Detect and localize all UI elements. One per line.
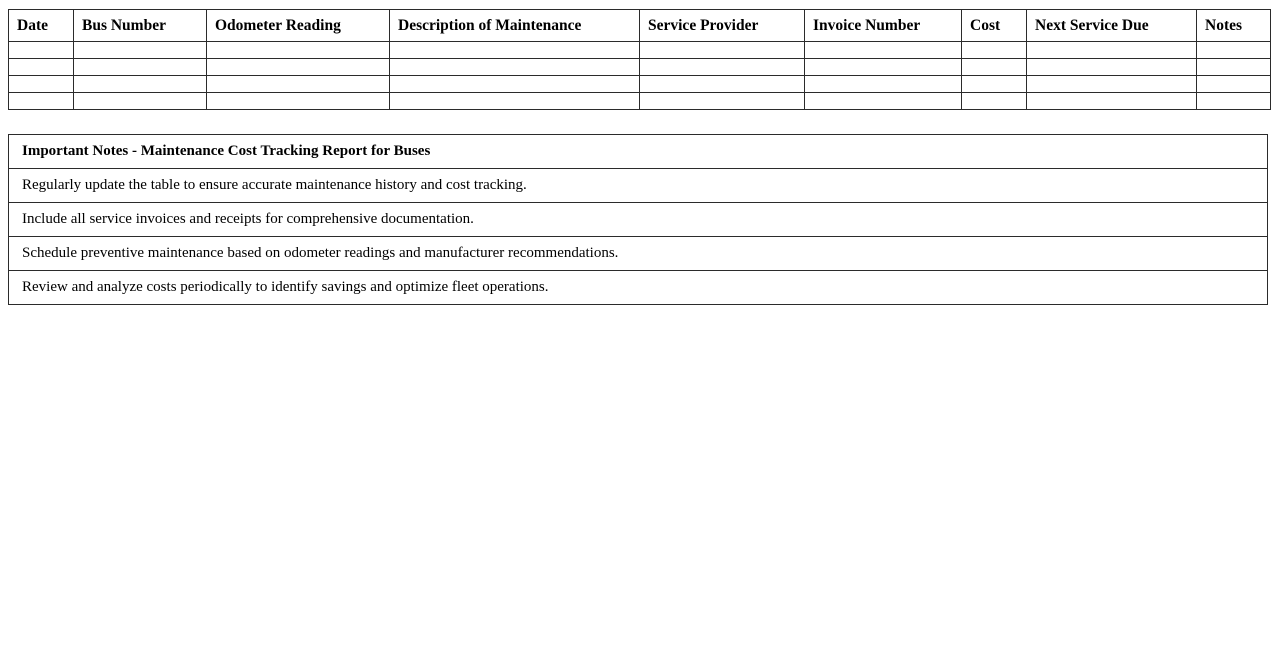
maintenance-log-table-header [9,10,1271,42]
cell-date[interactable] [9,59,74,76]
cell-date[interactable] [9,76,74,93]
cell-description-of-maintenance[interactable] [390,76,640,93]
cell-service-provider[interactable] [640,93,805,110]
cell-bus-number[interactable] [74,76,207,93]
column-header-bus-number: Bus Number [74,10,207,42]
cell-notes[interactable] [1197,93,1271,110]
cell-date[interactable] [9,93,74,110]
cell-bus-number[interactable] [74,42,207,59]
list-item [9,237,1268,271]
list-item [9,203,1268,237]
note-item-1: Regularly update the table to ensure accurate maintenance history and cost tracking. [9,169,1268,203]
cell-service-provider[interactable] [640,42,805,59]
table-row[interactable] [9,76,1271,93]
cell-cost[interactable] [962,76,1027,93]
cell-invoice-number[interactable] [805,76,962,93]
cell-next-service-due[interactable] [1027,93,1197,110]
cell-odometer-reading[interactable] [207,93,390,110]
column-header-invoice-number: Invoice Number [805,10,962,42]
column-header-notes: Notes [1197,10,1271,42]
important-notes-table [8,134,1268,305]
cell-service-provider[interactable] [640,76,805,93]
note-item-3: Schedule preventive maintenance based on odometer readings and manufacturer recommendations. [9,237,1268,271]
maintenance-log-table-container [8,9,1270,110]
cell-description-of-maintenance[interactable] [390,93,640,110]
cell-notes[interactable] [1197,42,1271,59]
cell-bus-number[interactable] [74,93,207,110]
important-notes-table-container [8,134,1268,305]
table-row[interactable] [9,42,1271,59]
cell-service-provider[interactable] [640,59,805,76]
maintenance-log-table-body [9,42,1271,110]
notes-heading-row [9,135,1268,169]
note-item-4: Review and analyze costs periodically to identify savings and optimize fleet operations. [9,271,1268,305]
table-row[interactable] [9,59,1271,76]
column-header-date: Date [9,10,74,42]
table-row[interactable] [9,93,1271,110]
cell-invoice-number[interactable] [805,93,962,110]
cell-cost[interactable] [962,59,1027,76]
cell-notes[interactable] [1197,59,1271,76]
cell-invoice-number[interactable] [805,42,962,59]
cell-cost[interactable] [962,93,1027,110]
notes-heading: Important Notes - Maintenance Cost Tracking Report for Buses [9,135,1268,169]
cell-date[interactable] [9,42,74,59]
cell-odometer-reading[interactable] [207,76,390,93]
list-item [9,271,1268,305]
column-header-odometer-reading: Odometer Reading [207,10,390,42]
cell-odometer-reading[interactable] [207,42,390,59]
cell-next-service-due[interactable] [1027,42,1197,59]
cell-next-service-due[interactable] [1027,59,1197,76]
cell-next-service-due[interactable] [1027,76,1197,93]
cell-description-of-maintenance[interactable] [390,59,640,76]
column-header-next-service-due: Next Service Due [1027,10,1197,42]
cell-cost[interactable] [962,42,1027,59]
cell-invoice-number[interactable] [805,59,962,76]
maintenance-log-table [8,9,1271,110]
list-item [9,169,1268,203]
cell-description-of-maintenance[interactable] [390,42,640,59]
cell-notes[interactable] [1197,76,1271,93]
column-header-description-of-maintenance: Description of Maintenance [390,10,640,42]
cell-odometer-reading[interactable] [207,59,390,76]
column-header-service-provider: Service Provider [640,10,805,42]
table-header-row [9,10,1271,42]
column-header-cost: Cost [962,10,1027,42]
note-item-2: Include all service invoices and receipts for comprehensive documentation. [9,203,1268,237]
cell-bus-number[interactable] [74,59,207,76]
